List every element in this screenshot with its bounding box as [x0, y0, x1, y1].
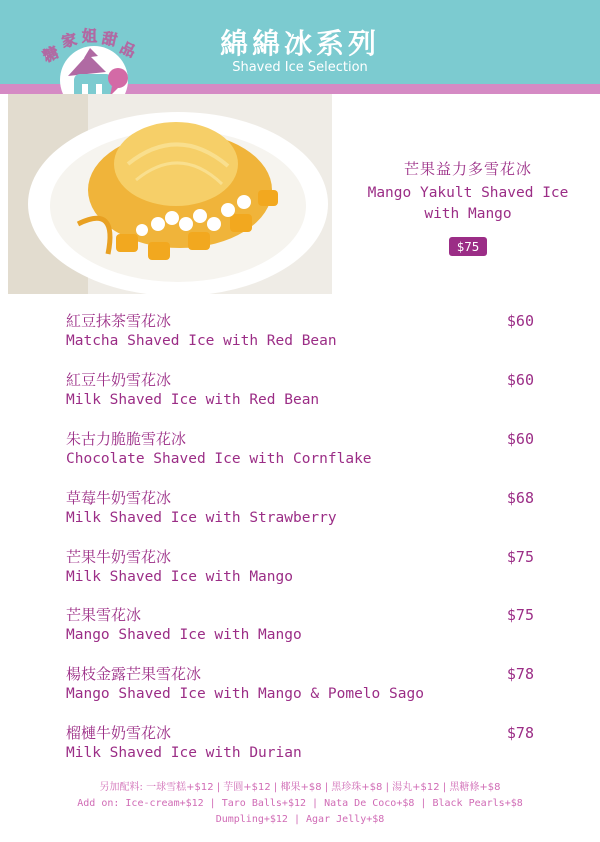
menu-item	[66, 488, 546, 547]
menu-item-name-zh: 朱古力脆脆雪花冰	[66, 429, 187, 448]
menu-item-price: $75	[506, 606, 534, 625]
menu-item-name-zh: 紅豆抹茶雪花冰	[66, 312, 172, 330]
menu-list	[66, 311, 546, 782]
menu-item-name-en: Matcha Shaved Ice with Red Bean	[66, 333, 337, 349]
menu-item-price: $75	[506, 547, 534, 566]
featured-name-zh: 芒果益力多雪花冰	[403, 160, 532, 178]
svg-text:姐: 姐	[82, 27, 98, 45]
menu-item	[66, 429, 546, 488]
menu-item-price: $78	[506, 724, 534, 743]
menu-item	[66, 723, 546, 782]
addons-section	[0, 780, 600, 828]
menu-item-name-zh: 紅豆牛奶雪花冰	[66, 370, 172, 389]
menu-item-name-en: Mango Shaved Ice with Mango & Pomelo Sago	[66, 686, 424, 703]
menu-item-name-en: Chocolate Shaved Ice with Cornflake	[66, 450, 372, 467]
menu-item-name-zh: 草莓牛奶雪花冰	[66, 488, 172, 507]
page-title: 綿綿冰系列	[219, 27, 380, 60]
menu-item-price: $78	[506, 665, 534, 684]
menu-item-name-zh: 芒果雪花冰	[66, 606, 142, 625]
menu-item	[66, 311, 546, 370]
menu-item	[66, 605, 546, 664]
svg-text:品: 品	[117, 38, 139, 62]
menu-item-name-zh: 芒果牛奶雪花冰	[66, 547, 172, 566]
menu-item-name-zh: 榴槤牛奶雪花冰	[66, 724, 172, 743]
menu-item-name-en: Milk Shaved Ice with Durian	[66, 745, 302, 762]
page-subtitle: Shaved Ice Selection	[232, 60, 368, 75]
menu-item	[66, 664, 546, 723]
menu-item-price: $60	[506, 312, 534, 330]
menu-item-name-en: Milk Shaved Ice with Strawberry	[66, 509, 337, 526]
menu-item-name-en: Mango Shaved Ice with Mango	[66, 627, 302, 644]
dessert-photo	[8, 94, 332, 294]
svg-text:糖: 糖	[40, 43, 62, 66]
menu-item-name-en: Milk Shaved Ice with Red Bean	[66, 391, 320, 408]
menu-item	[66, 370, 546, 429]
featured-item	[340, 158, 596, 256]
svg-text:家: 家	[60, 30, 79, 52]
menu-item	[66, 547, 546, 606]
menu-item-price: $60	[506, 370, 534, 389]
menu-item-name-en: Milk Shaved Ice with Mango	[66, 568, 293, 585]
addons-en-line2: Dumpling+$12 | Agar Jelly+$8	[215, 814, 385, 825]
featured-price-badge: $75	[449, 237, 488, 256]
menu-item-name-zh: 楊枝金露芒果雪花冰	[66, 665, 202, 684]
featured-name-en-line1: Mango Yakult Shaved Ice	[367, 185, 569, 201]
menu-item-price: $68	[506, 488, 534, 507]
menu-item-price: $60	[506, 429, 534, 448]
addons-en-line1: Add on: Ice-cream+$12 | Taro Balls+$12 | Nata De Coco+$8 | Black Pearls+$8	[77, 798, 523, 809]
featured-name-en-line2: with Mango	[424, 206, 512, 222]
addons-zh: 另加配料: 一球雪糕+$12 | 芋圓+$12 | 椰果+$8 | 黑珍珠+$8 | 湯丸+$12 | 黑糖條+$8	[99, 782, 501, 793]
svg-text:甜: 甜	[100, 28, 119, 50]
